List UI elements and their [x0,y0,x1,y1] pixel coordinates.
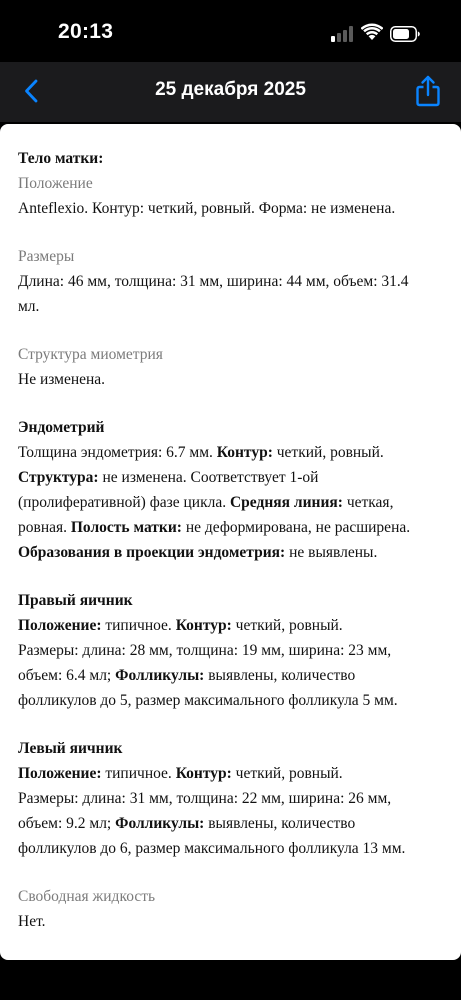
right-ovary-line: объем: 6.4 мл; Фолликулы: выявлены, количество [18,667,356,684]
status-time: 20:13 [58,20,114,43]
endometrium-line: Образования в проекции эндометрия: не выявлены. [18,544,378,561]
uterus-position-label: Положение [18,175,93,192]
page-title: 25 декабря 2025 [155,79,306,100]
status-bar [0,0,461,70]
myometrium-label: Структура миометрия [18,346,163,363]
endometrium-line: (пролиферативной) фазе цикла. Средняя линия: четкая, [18,494,394,511]
right-ovary-heading: Правый яичник [18,592,133,609]
endometrium-section [18,415,443,565]
left-ovary-section [18,736,443,861]
right-ovary-section [18,588,443,713]
cellular-signal-icon [331,26,355,42]
uterus-position-value: Anteflexio. Контур: четкий, ровный. Форма: не изменена. [18,200,396,217]
right-ovary-line: фолликулов до 5, размер максимального фолликула 5 мм. [18,692,398,709]
uterus-section [18,146,443,392]
free-fluid-label: Свободная жидкость [18,888,156,905]
endometrium-line: Структура: не изменена. Соответствует 1-ой [18,469,319,486]
report-document [0,124,461,960]
myometrium-value: Не изменена. [18,371,106,388]
left-ovary-heading: Левый яичник [18,740,123,757]
navigation-bar [0,62,461,122]
share-icon[interactable] [413,74,443,108]
uterus-size-value-line1: Длина: 46 мм, толщина: 31 мм, ширина: 44 мм, объем: 31.4 [18,273,409,290]
free-fluid-value: Нет. [18,913,46,930]
endometrium-line: ровная. Полость матки: не деформирована, не расширена. [18,519,411,536]
right-ovary-line: Размеры: длина: 28 мм, толщина: 19 мм, ширина: 23 мм, [18,642,392,659]
right-ovary-line: Положение: типичное. Контур: четкий, ровный. [18,617,343,634]
battery-icon [390,26,420,42]
free-fluid-section [18,884,443,934]
endometrium-heading: Эндометрий [18,419,105,436]
endometrium-line: Толщина эндометрия: 6.7 мм. Контур: четкий, ровный. [18,444,384,461]
wifi-icon [361,23,383,41]
left-ovary-line: объем: 9.2 мл; Фолликулы: выявлены, количество [18,815,356,832]
left-ovary-line: Размеры: длина: 31 мм, толщина: 22 мм, ширина: 26 мм, [18,790,392,807]
left-ovary-line: Положение: типичное. Контур: четкий, ровный. [18,765,343,782]
uterus-size-value-line2: мл. [18,298,40,315]
bottom-safe-area [0,960,461,1000]
left-ovary-line: фолликулов до 6, размер максимального фолликула 13 мм. [18,840,406,857]
uterus-size-label: Размеры [18,248,75,265]
uterus-heading: Тело матки: [18,150,104,167]
